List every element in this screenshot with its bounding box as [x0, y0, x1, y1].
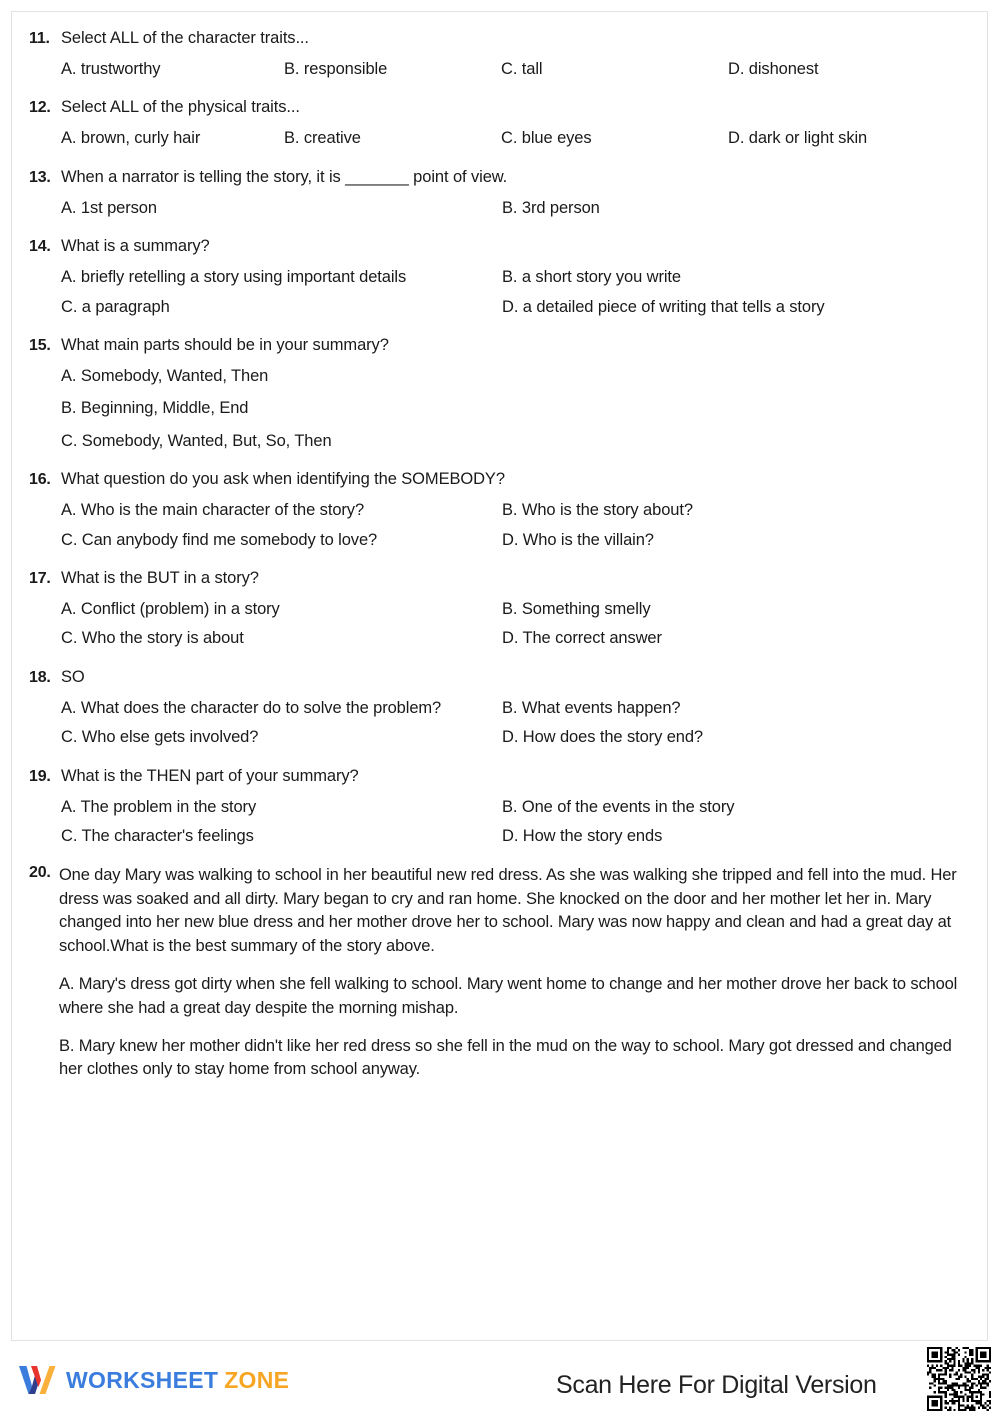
question-number: 14.	[29, 238, 51, 256]
answer-option-row	[61, 297, 975, 318]
answer-option[interactable]: A. Mary's dress got dirty when she fell walking to school. Mary went home to change and her mother drove her back to school where she had a great day despite the morning mishap.	[59, 975, 958, 1017]
answer-option[interactable]: A. Conflict (problem) in a story	[61, 599, 280, 618]
answer-option[interactable]: A. Somebody, Wanted, Then	[61, 366, 269, 385]
question-block	[12, 236, 989, 318]
answer-options	[29, 599, 975, 650]
worksheet-zone-w-mark-icon	[17, 1363, 57, 1397]
question-block	[12, 97, 989, 149]
answer-option-row	[61, 797, 975, 818]
question-text: What is the BUT in a story?	[61, 569, 259, 587]
answer-option[interactable]: C. Who the story is about	[61, 629, 244, 648]
answer-option[interactable]: D. How the story ends	[502, 827, 663, 845]
answer-option-row	[61, 727, 975, 748]
answer-option[interactable]: B. creative	[284, 129, 361, 148]
answer-option-row	[61, 826, 975, 847]
question-number: 20.	[29, 864, 51, 882]
answer-options	[29, 128, 975, 149]
question-header	[29, 335, 975, 357]
passage-text: One day Mary was walking to school in her beautiful new red dress. As she was walking she tripped and fell into the mud. Her dress was soaked and all dirty. Mary began to cry and ran home. She knocked on the door and her mother let her in. Mary changed into her new blue dress and her mother drove her to school. Mary was now happy and clean and had a great day at school.What is the best summary of the story above.	[59, 866, 957, 955]
question-header	[29, 766, 975, 788]
answer-option-row	[61, 128, 975, 149]
answer-option[interactable]: A. The problem in the story	[61, 797, 257, 816]
question-text: Select ALL of the character traits...	[61, 29, 309, 47]
answer-options	[29, 59, 975, 80]
answer-option-row	[61, 530, 975, 551]
answer-option[interactable]: A. briefly retelling a story using important details	[61, 268, 407, 287]
question-block	[12, 766, 989, 848]
question-header	[29, 167, 975, 189]
worksheet-content	[12, 12, 989, 1099]
passage-question-header	[29, 864, 975, 1081]
question-number: 17.	[29, 570, 51, 587]
question-block	[12, 667, 989, 749]
answer-option-row	[61, 500, 975, 521]
question-header	[29, 236, 975, 258]
question-number: 13.	[29, 168, 51, 186]
answer-option[interactable]: D. a detailed piece of writing that tells a story	[502, 297, 825, 316]
answer-option[interactable]: C. tall	[501, 59, 543, 78]
answer-option[interactable]: C. Can anybody find me somebody to love?	[61, 530, 378, 549]
question-header	[29, 667, 975, 689]
answer-option[interactable]: D. How does the story end?	[502, 728, 704, 747]
question-text: What question do you ask when identifying the SOMEBODY?	[61, 470, 505, 489]
question-text: Select ALL of the physical traits...	[61, 98, 300, 117]
question-block	[12, 28, 989, 80]
question-block	[12, 167, 989, 219]
answer-option[interactable]: B. Beginning, Middle, End	[61, 399, 249, 418]
answer-option-row	[61, 59, 975, 80]
answer-option[interactable]: B. What events happen?	[502, 698, 681, 717]
question-header	[29, 568, 975, 590]
answer-option[interactable]: A. brown, curly hair	[61, 129, 201, 148]
question-text: What is the THEN part of your summary?	[61, 766, 359, 785]
question-number: 12.	[29, 99, 51, 117]
answer-option-row	[61, 698, 975, 719]
answer-option-row	[61, 366, 975, 387]
answer-option-row	[61, 628, 975, 649]
answer-option[interactable]: C. Somebody, Wanted, But, So, Then	[61, 431, 332, 450]
question-text: What main parts should be in your summary?	[61, 335, 389, 354]
answer-option[interactable]: B. Mary knew her mother didn't like her red dress so she fell in the mud on the way to school. Mary got dressed and changed her clothes only to stay home from school anyway.	[59, 1036, 952, 1079]
answer-option-row	[61, 198, 975, 219]
answer-option-row	[61, 398, 975, 419]
question-block	[12, 469, 989, 551]
answer-options	[29, 797, 975, 848]
answer-option[interactable]: B. a short story you write	[502, 268, 681, 287]
worksheet-zone-logo-text	[66, 1367, 289, 1394]
question-header	[29, 97, 975, 119]
page-footer	[0, 1355, 1000, 1414]
answer-option[interactable]: B. One of the events in the story	[502, 797, 735, 816]
question-text: What is a summary?	[61, 237, 210, 256]
question-number: 19.	[29, 767, 51, 785]
answer-option[interactable]: B. Something smelly	[502, 599, 651, 618]
answer-option[interactable]: B. 3rd person	[502, 198, 600, 217]
worksheet-zone-logo[interactable]	[17, 1363, 289, 1397]
answer-option[interactable]: C. blue eyes	[501, 129, 592, 148]
answer-option[interactable]: C. Who else gets involved?	[61, 728, 259, 747]
logo-word-zone: ZONE	[224, 1366, 290, 1393]
answer-option[interactable]: D. Who is the villain?	[502, 530, 654, 549]
question-text: When a narrator is telling the story, it is _______ point of view.	[61, 167, 508, 186]
answer-option[interactable]: A. What does the character do to solve the problem?	[61, 698, 442, 717]
answer-options	[29, 366, 975, 452]
worksheet-page-frame	[11, 11, 988, 1341]
question-block	[12, 568, 989, 650]
logo-word-worksheet: WORKSHEET	[66, 1366, 219, 1393]
answer-option[interactable]: C. a paragraph	[61, 297, 170, 316]
question-number: 16.	[29, 471, 51, 489]
question-header	[29, 28, 975, 50]
answer-option-row	[61, 431, 975, 452]
answer-option[interactable]: D. dark or light skin	[728, 129, 868, 148]
answer-options	[29, 500, 975, 551]
question-number: 18.	[29, 668, 51, 686]
qr-code-icon[interactable]	[927, 1347, 991, 1411]
answer-option[interactable]: A. Who is the main character of the story?	[61, 501, 365, 520]
question-number: 11.	[29, 30, 50, 47]
answer-option-row	[61, 267, 975, 288]
scan-here-label: Scan Here For Digital Version	[556, 1371, 877, 1399]
question-header	[29, 469, 975, 491]
passage-question-block	[12, 864, 989, 1081]
answer-option[interactable]: B. Who is the story about?	[502, 501, 693, 520]
answer-option[interactable]: D. The correct answer	[502, 629, 662, 648]
answer-option[interactable]: A. 1st person	[61, 198, 157, 217]
answer-option-row	[61, 599, 975, 620]
answer-option[interactable]: D. dishonest	[728, 59, 819, 78]
answer-options	[29, 198, 975, 219]
answer-option[interactable]: C. The character's feelings	[61, 827, 254, 845]
answer-options	[29, 698, 975, 749]
question-number: 15.	[29, 336, 51, 354]
question-text: SO	[61, 667, 85, 686]
answer-option[interactable]: B. responsible	[284, 59, 388, 78]
answer-option[interactable]: A. trustworthy	[61, 59, 161, 78]
answer-options	[29, 267, 975, 318]
question-block	[12, 335, 989, 452]
